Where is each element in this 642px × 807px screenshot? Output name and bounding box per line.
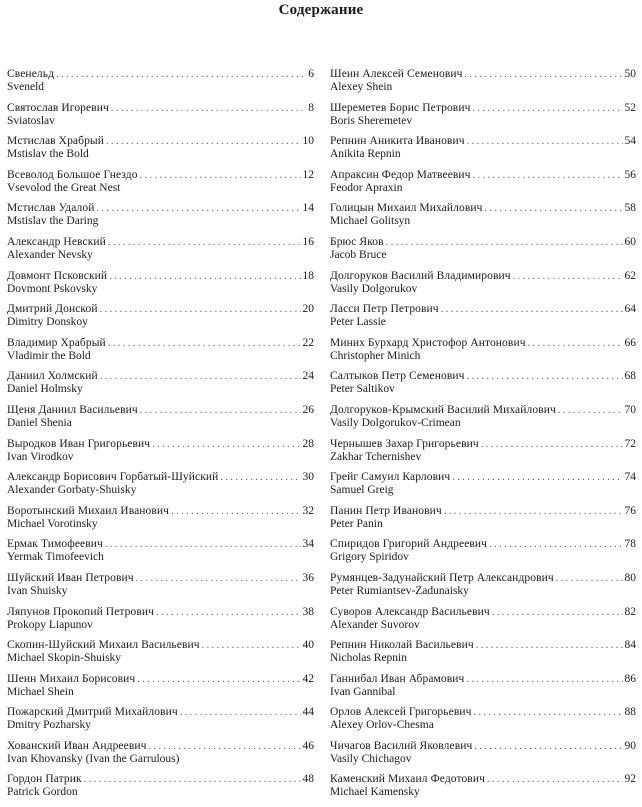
page-number: 86 <box>624 672 636 685</box>
page-number: 64 <box>624 303 636 316</box>
entry-title-russian: Шеин Алексей Семенович <box>330 68 463 80</box>
toc-entry[interactable] <box>330 606 636 640</box>
entry-title-english: Sveneld <box>7 81 45 93</box>
entry-title-russian: Всеволод Большое Гнездо <box>7 168 138 181</box>
dot-leader <box>556 572 623 585</box>
dot-leader <box>466 673 622 686</box>
page-number: 22 <box>302 336 314 349</box>
toc-entry[interactable] <box>330 102 636 136</box>
entry-title-russian: Долгоруков-Крымский Василий Михайлович <box>330 403 556 416</box>
toc-entry-line <box>7 773 314 786</box>
toc-entry[interactable] <box>7 169 314 203</box>
entry-title-russian: Спиридов Григорий Андреевич <box>330 538 488 551</box>
entry-title-english: Alexander Suvorov <box>330 618 420 631</box>
toc-entry-line <box>7 740 314 753</box>
toc-entry[interactable] <box>7 370 314 404</box>
page-number: 76 <box>624 504 636 517</box>
entry-title-russian: Шеин Михаил Борисович <box>7 672 136 685</box>
toc-entry-line <box>330 202 636 215</box>
entry-title-russian: Панин Петр Иванович <box>330 504 442 517</box>
toc-entry[interactable] <box>7 438 314 472</box>
dot-leader <box>472 102 622 115</box>
toc-entry[interactable] <box>330 505 636 539</box>
entry-title-english: Yermak Timofeevich <box>7 551 104 564</box>
entry-title-english: Dimitry Donskoy <box>7 316 88 329</box>
dot-leader <box>149 740 301 753</box>
toc-entry[interactable] <box>330 270 636 304</box>
dot-leader <box>476 639 623 652</box>
entry-title-english: Vasily Dolgorukov-Crimean <box>330 416 461 429</box>
toc-entry-line <box>330 236 636 249</box>
page-number: 72 <box>624 437 636 450</box>
page-number: 92 <box>624 773 636 786</box>
entry-title-english: Michael Shein <box>7 685 74 698</box>
entry-title-russian: Даниил Холмский <box>7 370 98 383</box>
page-number: 34 <box>302 538 314 551</box>
toc-entry-line <box>330 102 636 115</box>
entry-title-english: Grigory Spiridov <box>330 551 409 564</box>
toc-entry[interactable] <box>330 68 636 102</box>
toc-entry-line <box>7 471 314 484</box>
entry-title-english: Sviatoslav <box>7 114 55 127</box>
entry-title-english: Boris Sheremetev <box>330 114 413 127</box>
page-number: 32 <box>302 504 314 517</box>
entry-title-english: Nicholas Repnin <box>330 652 407 665</box>
dot-leader <box>171 505 300 518</box>
dot-leader <box>152 438 300 451</box>
entry-title-russian: Ермак Тимофеевич <box>7 538 103 551</box>
toc-entry[interactable] <box>7 740 314 774</box>
toc-entry[interactable] <box>330 404 636 438</box>
page-number: 84 <box>624 639 636 652</box>
toc-entry[interactable] <box>330 673 636 707</box>
toc-entry-line <box>7 102 314 115</box>
page-number: 74 <box>624 471 636 484</box>
page-number: 48 <box>302 773 314 786</box>
toc-entry-line <box>330 370 636 383</box>
dot-leader <box>202 639 301 652</box>
toc-entry-line <box>7 706 314 719</box>
entry-title-english: Dovmont Pskovsky <box>7 282 98 295</box>
toc-entry[interactable] <box>7 673 314 707</box>
dot-leader <box>386 236 623 249</box>
dot-leader <box>467 370 623 383</box>
toc-entry[interactable] <box>7 68 314 102</box>
dot-leader <box>513 270 623 283</box>
toc-entry[interactable] <box>330 303 636 337</box>
toc-entry-line <box>330 337 636 350</box>
entry-title-russian: Салтыков Петр Семенович <box>330 370 465 383</box>
dot-leader <box>489 538 622 551</box>
dot-leader <box>444 505 623 518</box>
dot-leader <box>180 706 301 719</box>
page-number: 68 <box>624 370 636 383</box>
entry-title-english: Ivan Gannibal <box>330 685 396 698</box>
toc-entry-line <box>7 303 314 316</box>
page-number: 78 <box>624 538 636 551</box>
page-number: 18 <box>302 269 314 282</box>
entry-title-russian: Репнин Николай Васильевич <box>330 639 474 652</box>
entry-title-english: Vsevolod the Great Nest <box>7 181 121 194</box>
entry-title-english: Peter Saltikov <box>330 383 395 396</box>
toc-entry[interactable] <box>7 706 314 740</box>
page-number: 54 <box>624 135 636 148</box>
entry-title-russian: Чернышев Захар Григорьевич <box>330 437 479 450</box>
entry-title-english: Daniel Holmsky <box>7 383 83 396</box>
entry-title-russian: Выродков Иван Григорьевич <box>7 437 151 450</box>
dot-leader <box>97 202 301 215</box>
toc-entry[interactable] <box>330 202 636 236</box>
toc-entry-line <box>330 438 636 451</box>
dot-leader <box>140 404 301 417</box>
toc-entry[interactable] <box>330 236 636 270</box>
toc-entry[interactable] <box>330 370 636 404</box>
page-number: 58 <box>624 202 636 215</box>
page-number: 88 <box>624 706 636 719</box>
page-number: 44 <box>302 706 314 719</box>
toc-entry-line <box>7 270 314 283</box>
toc-entry[interactable] <box>7 102 314 136</box>
dot-leader <box>528 337 623 350</box>
entry-title-english: Peter Lassie <box>330 316 386 329</box>
entry-title-english: Michael Skopin-Shuisky <box>7 652 122 665</box>
toc-entry-line <box>330 169 636 182</box>
toc-entry[interactable] <box>7 505 314 539</box>
toc-entry[interactable] <box>330 773 636 807</box>
toc-entry[interactable] <box>330 438 636 472</box>
dot-leader <box>474 740 622 753</box>
dot-leader <box>484 202 622 215</box>
entry-title-russian: Александр Невский <box>7 235 106 248</box>
page-number: 20 <box>302 303 314 316</box>
entry-title-english: Anikita Repnin <box>330 148 401 161</box>
dot-leader <box>105 538 301 551</box>
page-number: 80 <box>624 571 636 584</box>
entry-title-english: Ivan Shuisky <box>7 584 68 597</box>
page-number: 26 <box>302 403 314 416</box>
entry-title-english: Alexey Shein <box>330 81 393 93</box>
toc-entry-line <box>330 706 636 719</box>
page-number: 10 <box>302 135 314 148</box>
entry-title-russian: Гордон Патрик <box>7 773 82 786</box>
entry-title-russian: Миних Бурхард Христофор Антонович <box>330 336 526 349</box>
entry-title-english: Alexey Orlov-Chesma <box>330 719 434 732</box>
entry-title-russian: Мстислав Храбрый <box>7 135 105 148</box>
page-title: Содержание <box>278 2 364 18</box>
dot-leader <box>465 68 623 81</box>
entry-title-english: Michael Vorotinsky <box>7 517 98 530</box>
entry-title-russian: Хованский Иван Андреевич <box>7 739 147 752</box>
toc-entry-line <box>330 773 636 786</box>
entry-title-english: Mstislav the Bold <box>7 148 89 161</box>
dot-leader <box>56 68 306 81</box>
entry-title-russian: Румянцев-Задунайский Петр Александрович <box>330 571 554 584</box>
toc-entry-line <box>330 68 636 81</box>
entry-title-english: Mstislav the Daring <box>7 215 99 228</box>
page-number: 66 <box>624 336 636 349</box>
page-number: 42 <box>302 672 314 685</box>
entry-title-russian: Каменский Михаил Федотович <box>330 773 485 786</box>
page-number: 24 <box>302 370 314 383</box>
toc-entry[interactable] <box>7 236 314 270</box>
entry-title-russian: Ляпунов Прокопий Петрович <box>7 605 155 618</box>
entry-title-russian: Мстислав Удалой <box>7 202 95 215</box>
entry-title-russian: Скопин-Шуйский Михаил Васильевич <box>7 639 200 652</box>
dot-leader <box>474 706 623 719</box>
entry-title-russian: Владимир Храбрый <box>7 336 106 349</box>
dot-leader <box>220 471 300 484</box>
page-number: 38 <box>302 605 314 618</box>
entry-title-english: Feodor Apraxin <box>330 181 403 194</box>
entry-title-russian: Апраксин Федор Матвеевич <box>330 168 471 181</box>
entry-title-russian: Довмонт Псковский <box>7 269 108 282</box>
toc-entry-line <box>330 270 636 283</box>
entry-title-english: Ivan Virodkov <box>7 450 74 463</box>
dot-leader <box>108 337 301 350</box>
toc-entry[interactable] <box>7 270 314 304</box>
dot-leader <box>100 370 301 383</box>
toc-entry-line <box>330 740 636 753</box>
entry-title-russian: Голицын Михаил Михайлович <box>330 202 483 215</box>
toc-entry[interactable] <box>330 135 636 169</box>
toc-entry-line <box>330 505 636 518</box>
dot-leader <box>467 135 623 148</box>
entry-title-english: Michael Golitsyn <box>330 215 411 228</box>
page-number: 28 <box>302 437 314 450</box>
dot-leader <box>84 773 301 786</box>
entry-title-russian: Репнин Аникита Иванович <box>330 135 465 148</box>
toc-entry-line <box>7 236 314 249</box>
toc-entry[interactable] <box>330 572 636 606</box>
entry-title-english: Peter Panin <box>330 517 383 530</box>
toc-entry[interactable] <box>330 337 636 371</box>
entry-title-english: Vasily Chichagov <box>330 752 412 765</box>
page-number: 70 <box>624 403 636 416</box>
page-number: 52 <box>624 101 636 114</box>
toc-entry[interactable] <box>330 471 636 505</box>
entry-title-english: Peter Rumiantsev-Zadunaisky <box>330 584 469 597</box>
toc-entry[interactable] <box>7 773 314 807</box>
dot-leader <box>441 303 623 316</box>
dot-leader <box>473 169 623 182</box>
toc-entry-line <box>7 169 314 182</box>
entry-title-english: Prokopy Liapunov <box>7 618 93 631</box>
toc-entry[interactable] <box>330 740 636 774</box>
entry-title-russian: Дмитрий Донской <box>7 303 98 316</box>
toc-entry[interactable] <box>7 639 314 673</box>
toc-entry-line <box>7 135 314 148</box>
dot-leader <box>137 673 300 686</box>
toc-entry-line <box>330 572 636 585</box>
entry-title-russian: Суворов Александр Васильевич <box>330 605 490 618</box>
toc-entry-line <box>7 673 314 686</box>
toc-entry[interactable] <box>7 471 314 505</box>
toc-entry[interactable] <box>330 538 636 572</box>
toc-entry-line <box>7 337 314 350</box>
page-number: 62 <box>624 269 636 282</box>
dot-leader <box>487 773 623 786</box>
toc-left-column <box>7 68 314 807</box>
dot-leader <box>140 169 301 182</box>
toc-entry[interactable] <box>7 606 314 640</box>
page-number: 12 <box>302 168 314 181</box>
toc-entry-line <box>7 404 314 417</box>
page-number: 40 <box>302 639 314 652</box>
toc-entry-line <box>7 438 314 451</box>
page-number: 50 <box>624 68 636 80</box>
entry-title-english: Daniel Shenia <box>7 416 72 429</box>
page-number: 36 <box>302 571 314 584</box>
entry-title-russian: Пожарский Дмитрий Михайлович <box>7 706 178 719</box>
dot-leader <box>108 236 301 249</box>
dot-leader <box>452 471 622 484</box>
toc-entry-line <box>330 303 636 316</box>
entry-title-russian: Грейг Самуил Карлович <box>330 471 451 484</box>
page-number: 16 <box>302 235 314 248</box>
toc-entry-line <box>7 606 314 619</box>
entry-title-english: Alexander Nevsky <box>7 248 93 261</box>
toc-entry-line <box>330 606 636 619</box>
page-number: 82 <box>624 605 636 618</box>
entry-title-english: Patrick Gordon <box>7 786 78 799</box>
entry-title-english: Dmitry Pozharsky <box>7 719 92 732</box>
toc-entry[interactable] <box>330 706 636 740</box>
dot-leader <box>558 404 623 417</box>
toc-entry-line <box>7 370 314 383</box>
entry-title-russian: Чичагов Василий Яковлевич <box>330 739 473 752</box>
toc-entry-line <box>7 639 314 652</box>
toc-entry[interactable] <box>7 337 314 371</box>
page-number: 46 <box>302 739 314 752</box>
dot-leader <box>109 270 300 283</box>
toc-entry-line <box>330 538 636 551</box>
page-number: 14 <box>302 202 314 215</box>
dot-leader <box>481 438 623 451</box>
toc-entry-line <box>7 505 314 518</box>
toc-entry-line <box>330 673 636 686</box>
entry-title-russian: Орлов Алексей Григорьевич <box>330 706 472 719</box>
entry-title-russian: Щеня Даниил Васильевич <box>7 403 138 416</box>
toc-entry[interactable] <box>7 135 314 169</box>
dot-leader <box>106 135 300 148</box>
entry-title-english: Vasily Dolgorukov <box>330 282 418 295</box>
page-number: 60 <box>624 235 636 248</box>
page-number: 56 <box>624 168 636 181</box>
entry-title-english: Samuel Greig <box>330 484 394 497</box>
entry-title-russian: Шуйский Иван Петрович <box>7 571 134 584</box>
dot-leader <box>156 606 300 619</box>
toc-entry-line <box>7 68 314 81</box>
toc-right-column <box>330 68 636 807</box>
entry-title-russian: Свенельд <box>7 68 55 80</box>
toc-entry[interactable] <box>330 169 636 203</box>
entry-title-english: Vladimir the Bold <box>7 349 91 362</box>
entry-title-english: Jacob Bruce <box>330 248 387 261</box>
toc-entry[interactable] <box>7 404 314 438</box>
page-number: 6 <box>308 68 314 80</box>
toc-entry[interactable] <box>7 303 314 337</box>
entry-title-english: Alexander Gorbaty-Shuisky <box>7 484 137 497</box>
dot-leader <box>111 102 306 115</box>
entry-title-english: Ivan Khovansky (Ivan the Garrulous) <box>7 752 180 765</box>
toc-entry[interactable] <box>7 202 314 236</box>
toc-entry-line <box>7 202 314 215</box>
page-number: 30 <box>302 471 314 484</box>
dot-leader <box>100 303 301 316</box>
toc-entry-line <box>330 135 636 148</box>
toc-entry-line <box>7 572 314 585</box>
entry-title-russian: Долгоруков Василий Владимирович <box>330 269 511 282</box>
dot-leader <box>136 572 301 585</box>
entry-title-russian: Александр Борисович Горбатый-Шуйский <box>7 471 219 484</box>
entry-title-english: Christopher Minich <box>330 349 421 362</box>
toc-entry-line <box>330 639 636 652</box>
toc-entry-line <box>330 471 636 484</box>
toc-entry[interactable] <box>7 538 314 572</box>
entry-title-russian: Шереметев Борис Петрович <box>330 101 471 114</box>
entry-title-russian: Брюс Яков <box>330 235 384 248</box>
entry-title-english: Zakhar Tchernishev <box>330 450 422 463</box>
dot-leader <box>492 606 623 619</box>
toc-entry[interactable] <box>7 572 314 606</box>
toc-entry-line <box>7 538 314 551</box>
entry-title-russian: Святослав Игоревич <box>7 101 109 114</box>
entry-title-russian: Воротынский Михаил Иванович <box>7 504 170 517</box>
entry-title-russian: Ганнибал Иван Абрамович <box>330 672 465 685</box>
page-number: 90 <box>624 739 636 752</box>
toc-entry[interactable] <box>330 639 636 673</box>
entry-title-russian: Ласси Петр Петрович <box>330 303 439 316</box>
page-number: 8 <box>308 101 314 114</box>
toc-entry-line <box>330 404 636 417</box>
entry-title-english: Michael Kamensky <box>330 786 420 799</box>
